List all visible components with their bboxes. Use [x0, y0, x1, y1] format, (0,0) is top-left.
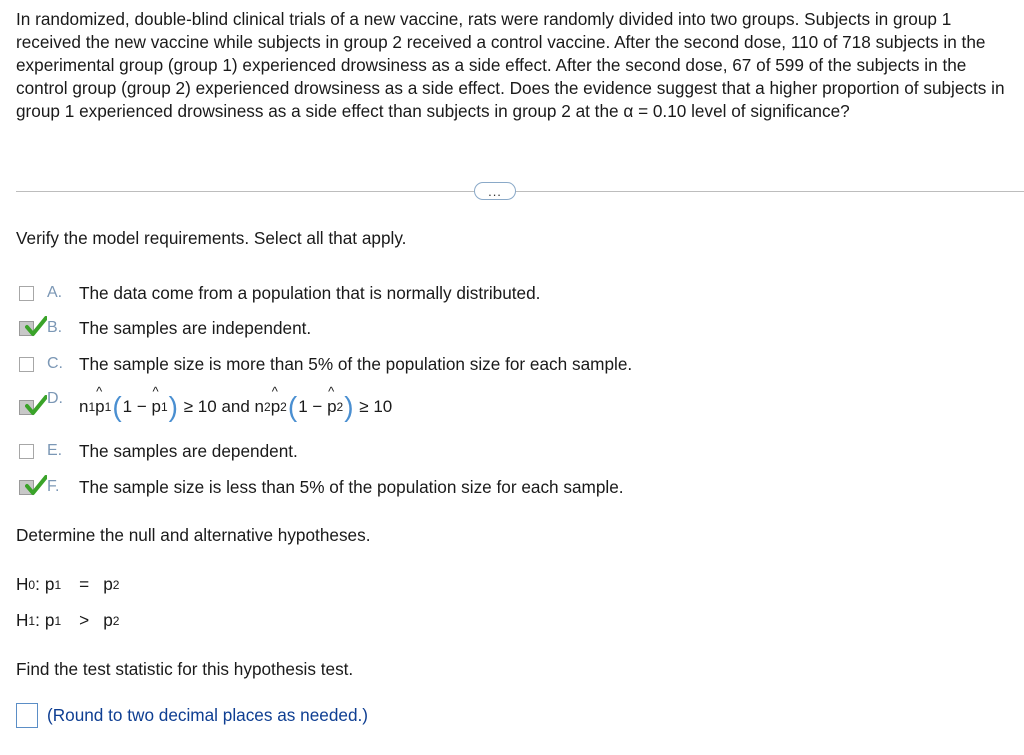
- alternative-hypothesis: H 1 : p 1 > p 2: [16, 610, 120, 630]
- show-more-button[interactable]: ...: [474, 182, 516, 200]
- option-c[interactable]: [19, 353, 633, 375]
- section-divider: [16, 191, 1024, 192]
- option-e-text: The samples are dependent.: [79, 440, 298, 461]
- checkmark-icon: [25, 475, 47, 497]
- option-b-checkbox[interactable]: [19, 321, 34, 336]
- option-c-text: The sample size is more than 5% of the population size for each sample.: [79, 353, 633, 374]
- option-b-letter: B.: [47, 319, 63, 336]
- option-a-letter: A.: [47, 284, 63, 301]
- option-d[interactable]: [19, 390, 393, 422]
- test-statistic-input[interactable]: [16, 703, 38, 728]
- option-b-text: The samples are independent.: [79, 317, 312, 338]
- option-f-checkbox[interactable]: [19, 480, 34, 495]
- option-e-letter: E.: [47, 442, 63, 459]
- checkmark-icon: [25, 395, 47, 417]
- option-f-letter: F.: [47, 478, 60, 495]
- option-c-checkbox[interactable]: [19, 357, 34, 372]
- option-e[interactable]: [19, 440, 298, 462]
- option-b[interactable]: [19, 317, 312, 339]
- rounding-hint: (Round to two decimal places as needed.): [47, 705, 369, 725]
- hypotheses-prompt: Determine the null and alternative hypotheses.: [16, 525, 371, 545]
- option-d-letter: D.: [47, 390, 63, 407]
- option-a[interactable]: [19, 282, 541, 304]
- checkmark-icon: [25, 316, 47, 338]
- test-statistic-prompt: Find the test statistic for this hypothesis test.: [16, 659, 354, 679]
- problem-statement: In randomized, double-blind clinical trials of a new vaccine, rats were randomly divided into two groups. Subjects in group 1 received the new vaccine while subjects in group 2 received a control vaccine. After the second dose, 110 of 718 subjects in the experimental group (group 1) experienced drowsiness as a side effect. After the second dose, 67 of 599 of the subjects in the control group (group 2) experienced drowsiness as a side effect. Does the evidence suggest that a higher proportion of subjects in group 1 experienced drowsiness as a side effect than subjects in group 2 at the α = 0.10 level of significance?: [16, 9, 1005, 121]
- option-e-checkbox[interactable]: [19, 444, 34, 459]
- option-c-letter: C.: [47, 355, 63, 372]
- null-operator-select[interactable]: =: [79, 574, 90, 594]
- option-d-checkbox[interactable]: [19, 400, 34, 415]
- option-a-text: The data come from a population that is normally distributed.: [79, 282, 541, 303]
- null-hypothesis: H 0 : p 1 = p 2: [16, 574, 120, 594]
- option-d-formula: n 1 ^ p 1 ( 1 − ^ p 1 ) ≥ 10 and n 2 ^ p 2 ( 1 − ^ p 2 ) ≥ 10: [79, 393, 392, 421]
- alternative-operator-select[interactable]: >: [79, 610, 90, 630]
- requirements-prompt: Verify the model requirements. Select all that apply.: [16, 228, 407, 248]
- option-a-checkbox[interactable]: [19, 286, 34, 301]
- option-f[interactable]: [19, 476, 624, 498]
- option-f-text: The sample size is less than 5% of the population size for each sample.: [79, 476, 624, 497]
